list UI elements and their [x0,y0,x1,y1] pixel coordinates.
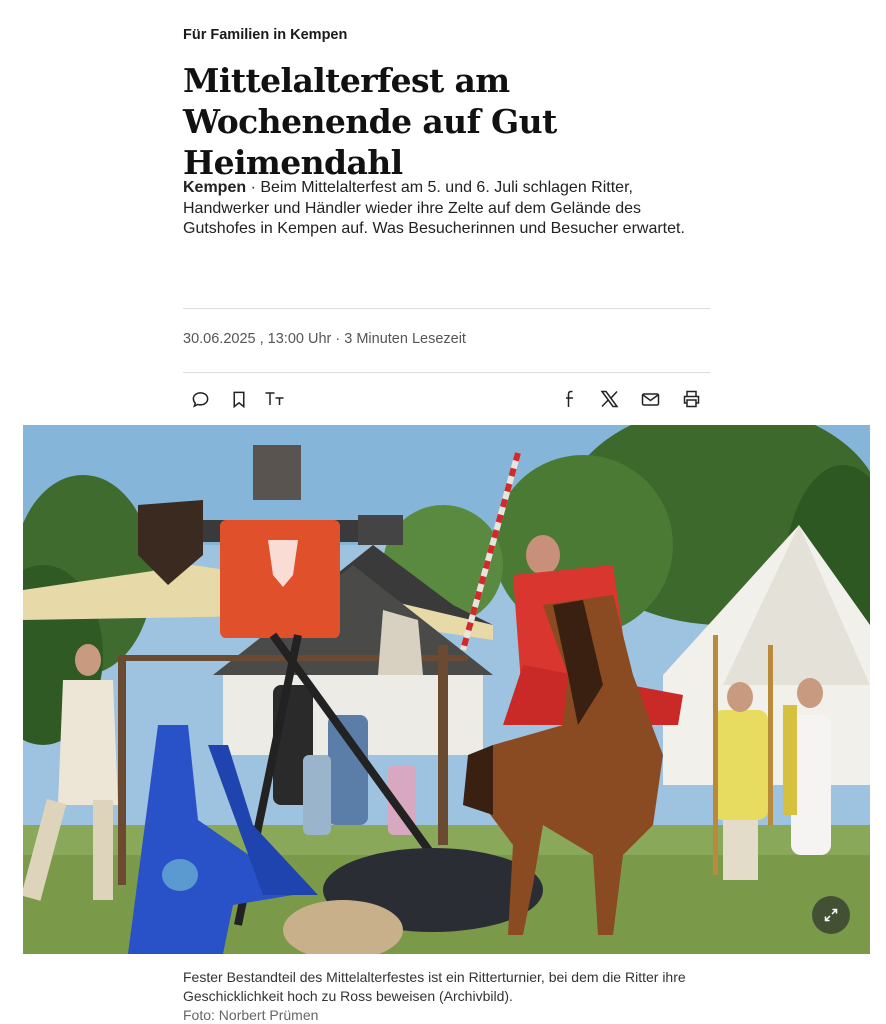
article-toolbar [183,386,710,412]
lead-text: Beim Mittelalterfest am 5. und 6. Juli schlagen Ritter, Handwerker und Händler wieder ihre Zelte auf dem Gelände des Gutshofes in Kempen auf. Was Besucherinnen und Besucher erwartet. [183,179,685,237]
article-photo[interactable] [23,425,870,954]
bookmark-button[interactable] [222,386,256,412]
publish-date: 30.06.2025 [183,331,256,347]
comment-icon [191,390,210,409]
text-size-button[interactable] [258,386,292,412]
bookmark-icon [231,390,247,409]
expand-icon [823,907,839,923]
share-facebook-button[interactable] [553,386,587,412]
print-icon [682,390,701,408]
article-lead [183,178,710,240]
divider-bottom [183,372,710,373]
lead-separator: · [246,179,261,196]
print-button[interactable] [674,386,708,412]
article-meta [183,331,710,347]
reading-time: · 3 Minuten Lesezeit [331,331,466,347]
mail-icon [641,392,660,407]
lead-location: Kempen [183,179,247,196]
text-size-icon [264,390,286,408]
comment-button[interactable] [183,386,217,412]
share-x-button[interactable] [592,386,626,412]
jousting-scene-image [23,425,870,954]
divider-top [183,308,710,309]
image-caption: Fester Bestandteil des Mittelalterfestes ist ein Ritterturnier, bei dem die Ritter ihre Geschicklichkeit hoch zu Ross beweisen (Archivbild). [183,969,686,1004]
article-headline: Mittelalterfest am Wochenende auf Gut Heimendahl [183,61,557,182]
facebook-icon [563,389,577,409]
share-mail-button[interactable] [633,386,667,412]
image-credit: Foto: Norbert Prümen [183,1007,319,1023]
publish-time: , 13:00 Uhr [259,331,332,347]
x-icon [600,390,619,408]
expand-image-button[interactable] [812,896,850,934]
article-kicker: Für Familien in Kempen [183,27,348,43]
